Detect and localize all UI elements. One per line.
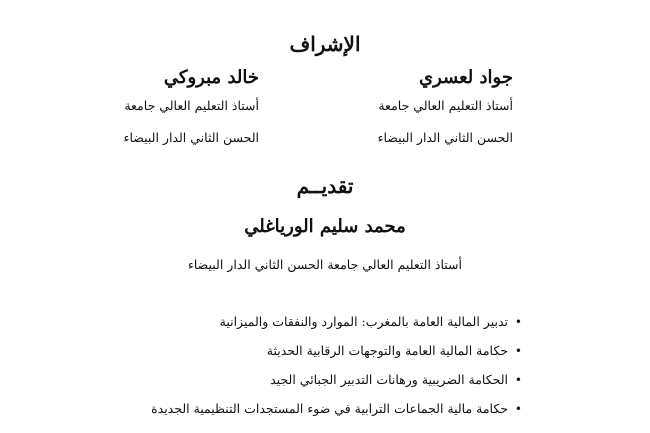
- publication-title: حكامة مالية الجماعات الترابية في ضوء المستجدات التنظيمية الجديدة: [151, 401, 508, 416]
- bullet-icon: •: [514, 402, 522, 416]
- supervisor-2-university: الحسن الثاني الدار البيضاء: [123, 130, 259, 145]
- presenter-title: أستاذ التعليم العالي جامعة الحسن الثاني الدار البيضاء: [187, 257, 462, 272]
- presenter-name: محمد سليم الورياغلي: [244, 216, 406, 237]
- publications-list: [151, 312, 522, 428]
- bullet-icon: •: [514, 315, 522, 329]
- supervisor-1-title: أستاذ التعليم العالي جامعة: [378, 98, 513, 113]
- bullet-icon: •: [514, 373, 522, 387]
- bullet-icon: •: [514, 344, 522, 358]
- supervisor-2-name: خالد مبروكي: [163, 67, 259, 88]
- supervisor-2-title: أستاذ التعليم العالي جامعة: [124, 98, 259, 113]
- supervisor-1-name: جواد لعسري: [419, 67, 513, 88]
- supervisor-1-university: الحسن الثاني الدار البيضاء: [377, 130, 513, 145]
- list-item: [151, 312, 522, 341]
- publication-title: الحكامة الضريبية ورهانات التدبير الجبائي الجيد: [270, 372, 508, 387]
- publication-title: حكامة المالية العامة والتوجهات الرقابية الحديثة: [266, 343, 508, 358]
- list-item: [151, 370, 522, 399]
- presentation-heading: تقديــم: [296, 174, 354, 198]
- supervision-heading: الإشراف: [289, 32, 361, 56]
- publication-title: تدبير المالية العامة بالمغرب: الموارد والنفقات والميزانية: [219, 314, 508, 329]
- list-item: [151, 399, 522, 428]
- list-item: [151, 341, 522, 370]
